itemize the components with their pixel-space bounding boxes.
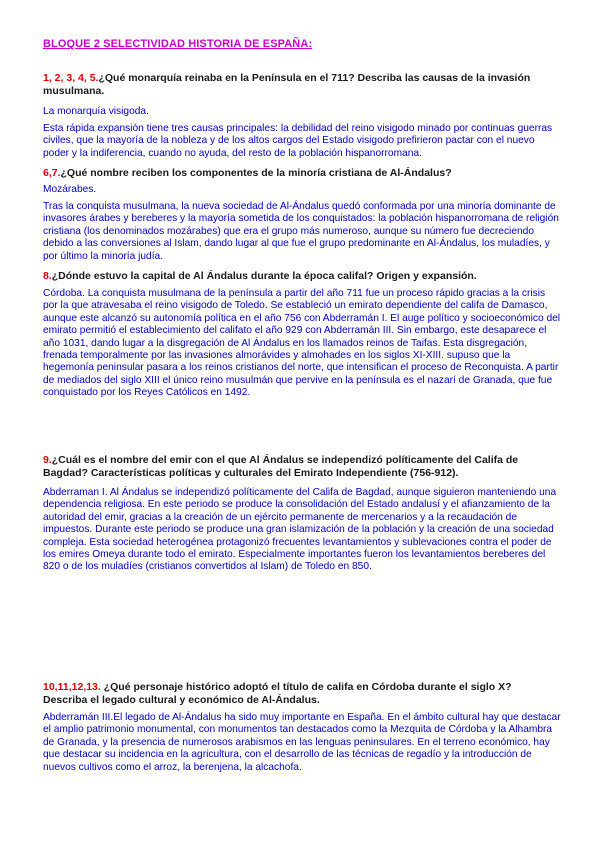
question-6-7 bbox=[43, 167, 553, 180]
question-text: ¿Qué nombre reciben los componentes de la minoría cristiana de Al-Ándalus? bbox=[60, 167, 452, 179]
question-9 bbox=[43, 454, 553, 479]
question-8 bbox=[43, 270, 553, 283]
document-title: BLOQUE 2 SELECTIVIDAD HISTORIA DE ESPAÑA: bbox=[43, 38, 313, 50]
question-number: 8. bbox=[43, 270, 52, 282]
question-text: ¿Qué monarquía reinaba en la Península en el 711? Describa las causas de la invasión musulmana. bbox=[43, 72, 531, 97]
question-text: ¿Dónde estuvo la capital de Al Ándalus durante la época califal? Origen y expansión. bbox=[51, 270, 477, 282]
answer-2-long: Tras la conquista musulmana, la nueva sociedad de Al-Ándalus quedó conformada por una minoría dominante de invasores árabes y bereberes y la mayoría sometida de los conquistados: la población hispanorromana de religión cristiana (los denominados mozárabes) que era el grupo más numeroso, aunque su número fue decreciendo debido a las conversiones al Islam, dando lugar al que fue el grupo predominante en Al-Ándalus, los muladíes, y por último la minoría judía. bbox=[43, 201, 559, 262]
answer-2-short: Mozárabes. bbox=[43, 184, 97, 195]
answer-3: Córdoba. La conquista musulmana de la península a partir del año 711 fue un proceso rápido gracias a la crisis por la que atravesaba el reino visigodo de Toledo. Se estableció un emirato dependiente del califa de Damasco, aunque este alcanzó su autonomía política en el año 756 con Abderramán I. El auge político y socioeconómico del emirato permitió el establecimiento del califato el año 929 con Abderramán III. Sin embargo, este desaparece el año 1031, dando lugar a la disgregación de Al Ándalus en los llamados reinos de Taifas. Esta disgregación, frenada temporalmente por las invasiones almorávides y almohades en los siglos XI-XIII. supuso que la hegemonía peninsular pasara a los reinos cristianos del norte, que intensifican el proceso de Reconquista. A partir de mediados del siglo XIII el único reino musulmán que pervive en la península es el nazarí de Granada, que fue conquistado por los Reyes Católicos en 1492. bbox=[43, 288, 561, 399]
answer-1-long: Esta rápida expansión tiene tres causas principales: la debilidad del reino visigodo minado por continuas guerras civiles, que la mayoría de la nobleza y de los altos cargos del Estado visigodo prefirieron pactar con el nuevo poder y la indiferencia, cuando no ayuda, del resto de la población hispanorromana. bbox=[43, 123, 553, 159]
answer-4: Abderraman I. Al Ándalus se independizó políticamente del Califa de Bagdad, aunque siguieron manteniendo una dependencia religiosa. En este periodo se produce la consolidación del Estado andalusí y el afianzamiento de la autoridad del emir, gracias a la creación de un ejército permanente de mercenarios y a la recaudación de impuestos. Durante este periodo se produce una gran islamización de la población y la creación de una sociedad compleja. Esta sociedad heterogénea protagonizó frecuentes levantamientos y sublevaciones contra el poder de los emires Omeya durante todo el emirato. Especialmente importantes fueron los levantamientos bereberes del 820 o de los muladíes (cristianos convertidos al Islam) de Toledo en 850. bbox=[43, 487, 557, 573]
question-text: ¿Cuál es el nombre del emir con el que Al Ándalus se independizó políticamente del Califa de Bagdad? Características políticas y culturales del Emirato Independiente (756-912). bbox=[43, 454, 519, 479]
question-1-5 bbox=[43, 72, 553, 97]
question-text: ¿Qué personaje histórico adoptó el título de califa en Córdoba durante el siglo X? Describa el legado cultural y económico de Al-Ándalus. bbox=[43, 681, 512, 706]
answer-5: Abderramán III.El legado de Al-Ándalus ha sido muy importante en España. En el ámbito cultural hay que destacar el amplio patrimonio monumental, con monumentos tan destacados como la Mezquita de Córdoba y la Alhambra de Granada, y la presencia de numerosos arabismos en las lenguas peninsulares. En el terreno económico, hay que destacar su incidencia en la agricultura, con el desarrollo de las técnicas de regadío y la introducción de nuevos cultivos como el arroz, la berenjena, la alcachofa. bbox=[43, 712, 561, 773]
question-number: 9. bbox=[43, 454, 52, 466]
question-number: 1, 2, 3, 4, 5. bbox=[43, 72, 99, 84]
question-10-13 bbox=[43, 681, 553, 706]
question-number: 6,7. bbox=[43, 167, 61, 179]
answer-1-short: La monarquía visigoda. bbox=[43, 106, 149, 117]
question-number: 10,11,12,13. bbox=[43, 681, 101, 693]
